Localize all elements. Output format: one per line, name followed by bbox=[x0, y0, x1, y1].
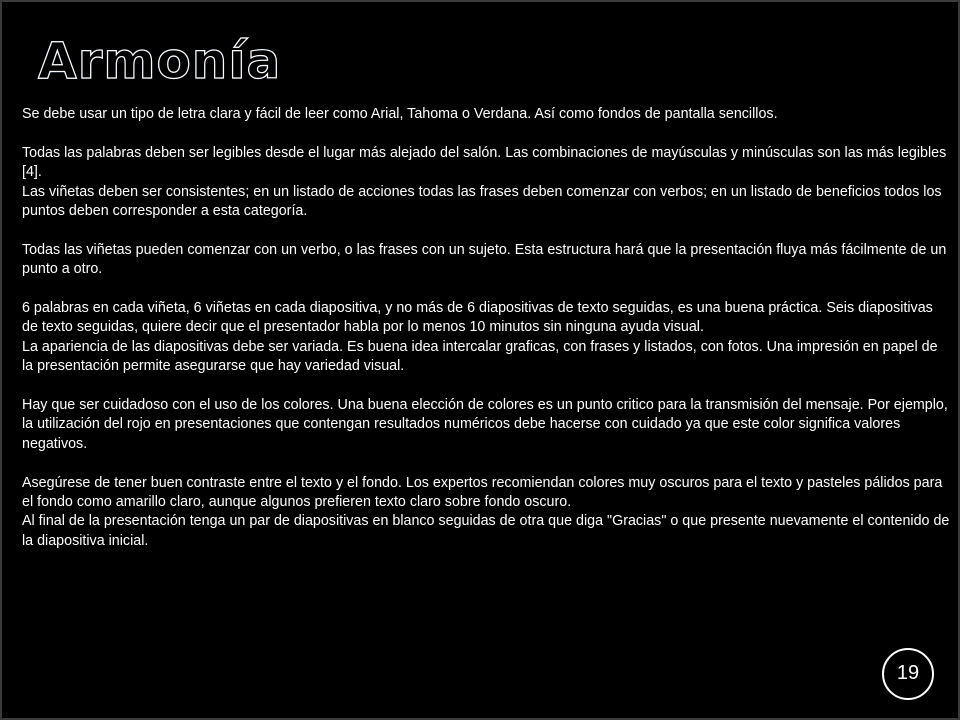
paragraph-six-rule: 6 palabras en cada viñeta, 6 viñetas en cada diapositiva, y no más de 6 diapositivas de texto seguidas, es una buena práctica. Seis diapositivas de texto seguidas, quiere decir que el presentador habla por lo menos 10 minutos sin ninguna ayuda visual. bbox=[22, 300, 933, 336]
paragraph-gap bbox=[22, 280, 952, 299]
paragraph-bullets-structure: Todas las viñetas pueden comenzar con un verbo, o las frases con un sujeto. Esta estructura hará que la presentación fluya más fácilmente de un punto a otro. bbox=[22, 241, 947, 278]
paragraph-legibility: Todas las palabras deben ser legibles desde el lugar más alejado del salón. Las combinaciones de mayúsculas y minúsculas son las más legibles [4]. bbox=[22, 144, 947, 181]
slide-number-badge: 19 bbox=[882, 648, 934, 700]
paragraph-gap bbox=[22, 377, 952, 396]
paragraph-contrast: Asegúrese de tener buen contraste entre el texto y el fondo. Los expertos recomiendan colores muy oscuros para el texto y pasteles pálidos para el fondo como amarillo claro, aunque algunos prefieren texto claro sobre fondo oscuro. bbox=[22, 474, 943, 511]
slide-title: Armonía bbox=[38, 26, 281, 96]
paragraph-gap bbox=[22, 124, 952, 143]
paragraph-gap bbox=[22, 454, 952, 473]
paragraph-closing-slides: Al final de la presentación tenga un par de diapositivas en blanco seguidas de otra que diga "Gracias" o que presente nuevamente el contenido de la diapositiva inicial. bbox=[22, 513, 950, 549]
paragraph-font-advice: Se debe usar un tipo de letra clara y fácil de leer como Arial, Tahoma o Verdana. Así como fondos de pantalla sencillos. bbox=[22, 106, 778, 122]
paragraph-colors: Hay que ser cuidadoso con el uso de los colores. Una buena elección de colores es un punto critico para la transmisión del mensaje. Por ejemplo, la utilización del rojo en presentaciones que contengan resultados numéricos debe hacerse con cuidado ya que este color significa valores negativos. bbox=[22, 397, 948, 452]
paragraph-bullets-consistency: Las viñetas deben ser consistentes; en un listado de acciones todas las frases deben comenzar con verbos; en un listado de beneficios todos los puntos deben corresponder a esta categoría. bbox=[22, 183, 942, 220]
slide-body bbox=[22, 105, 952, 551]
paragraph-gap bbox=[22, 221, 952, 240]
paragraph-variety: La apariencia de las diapositivas debe ser variada. Es buena idea intercalar graficas, con frases y listados, con fotos. Una impresión en papel de la presentación permite asegurarse que hay variedad visual. bbox=[22, 338, 938, 375]
